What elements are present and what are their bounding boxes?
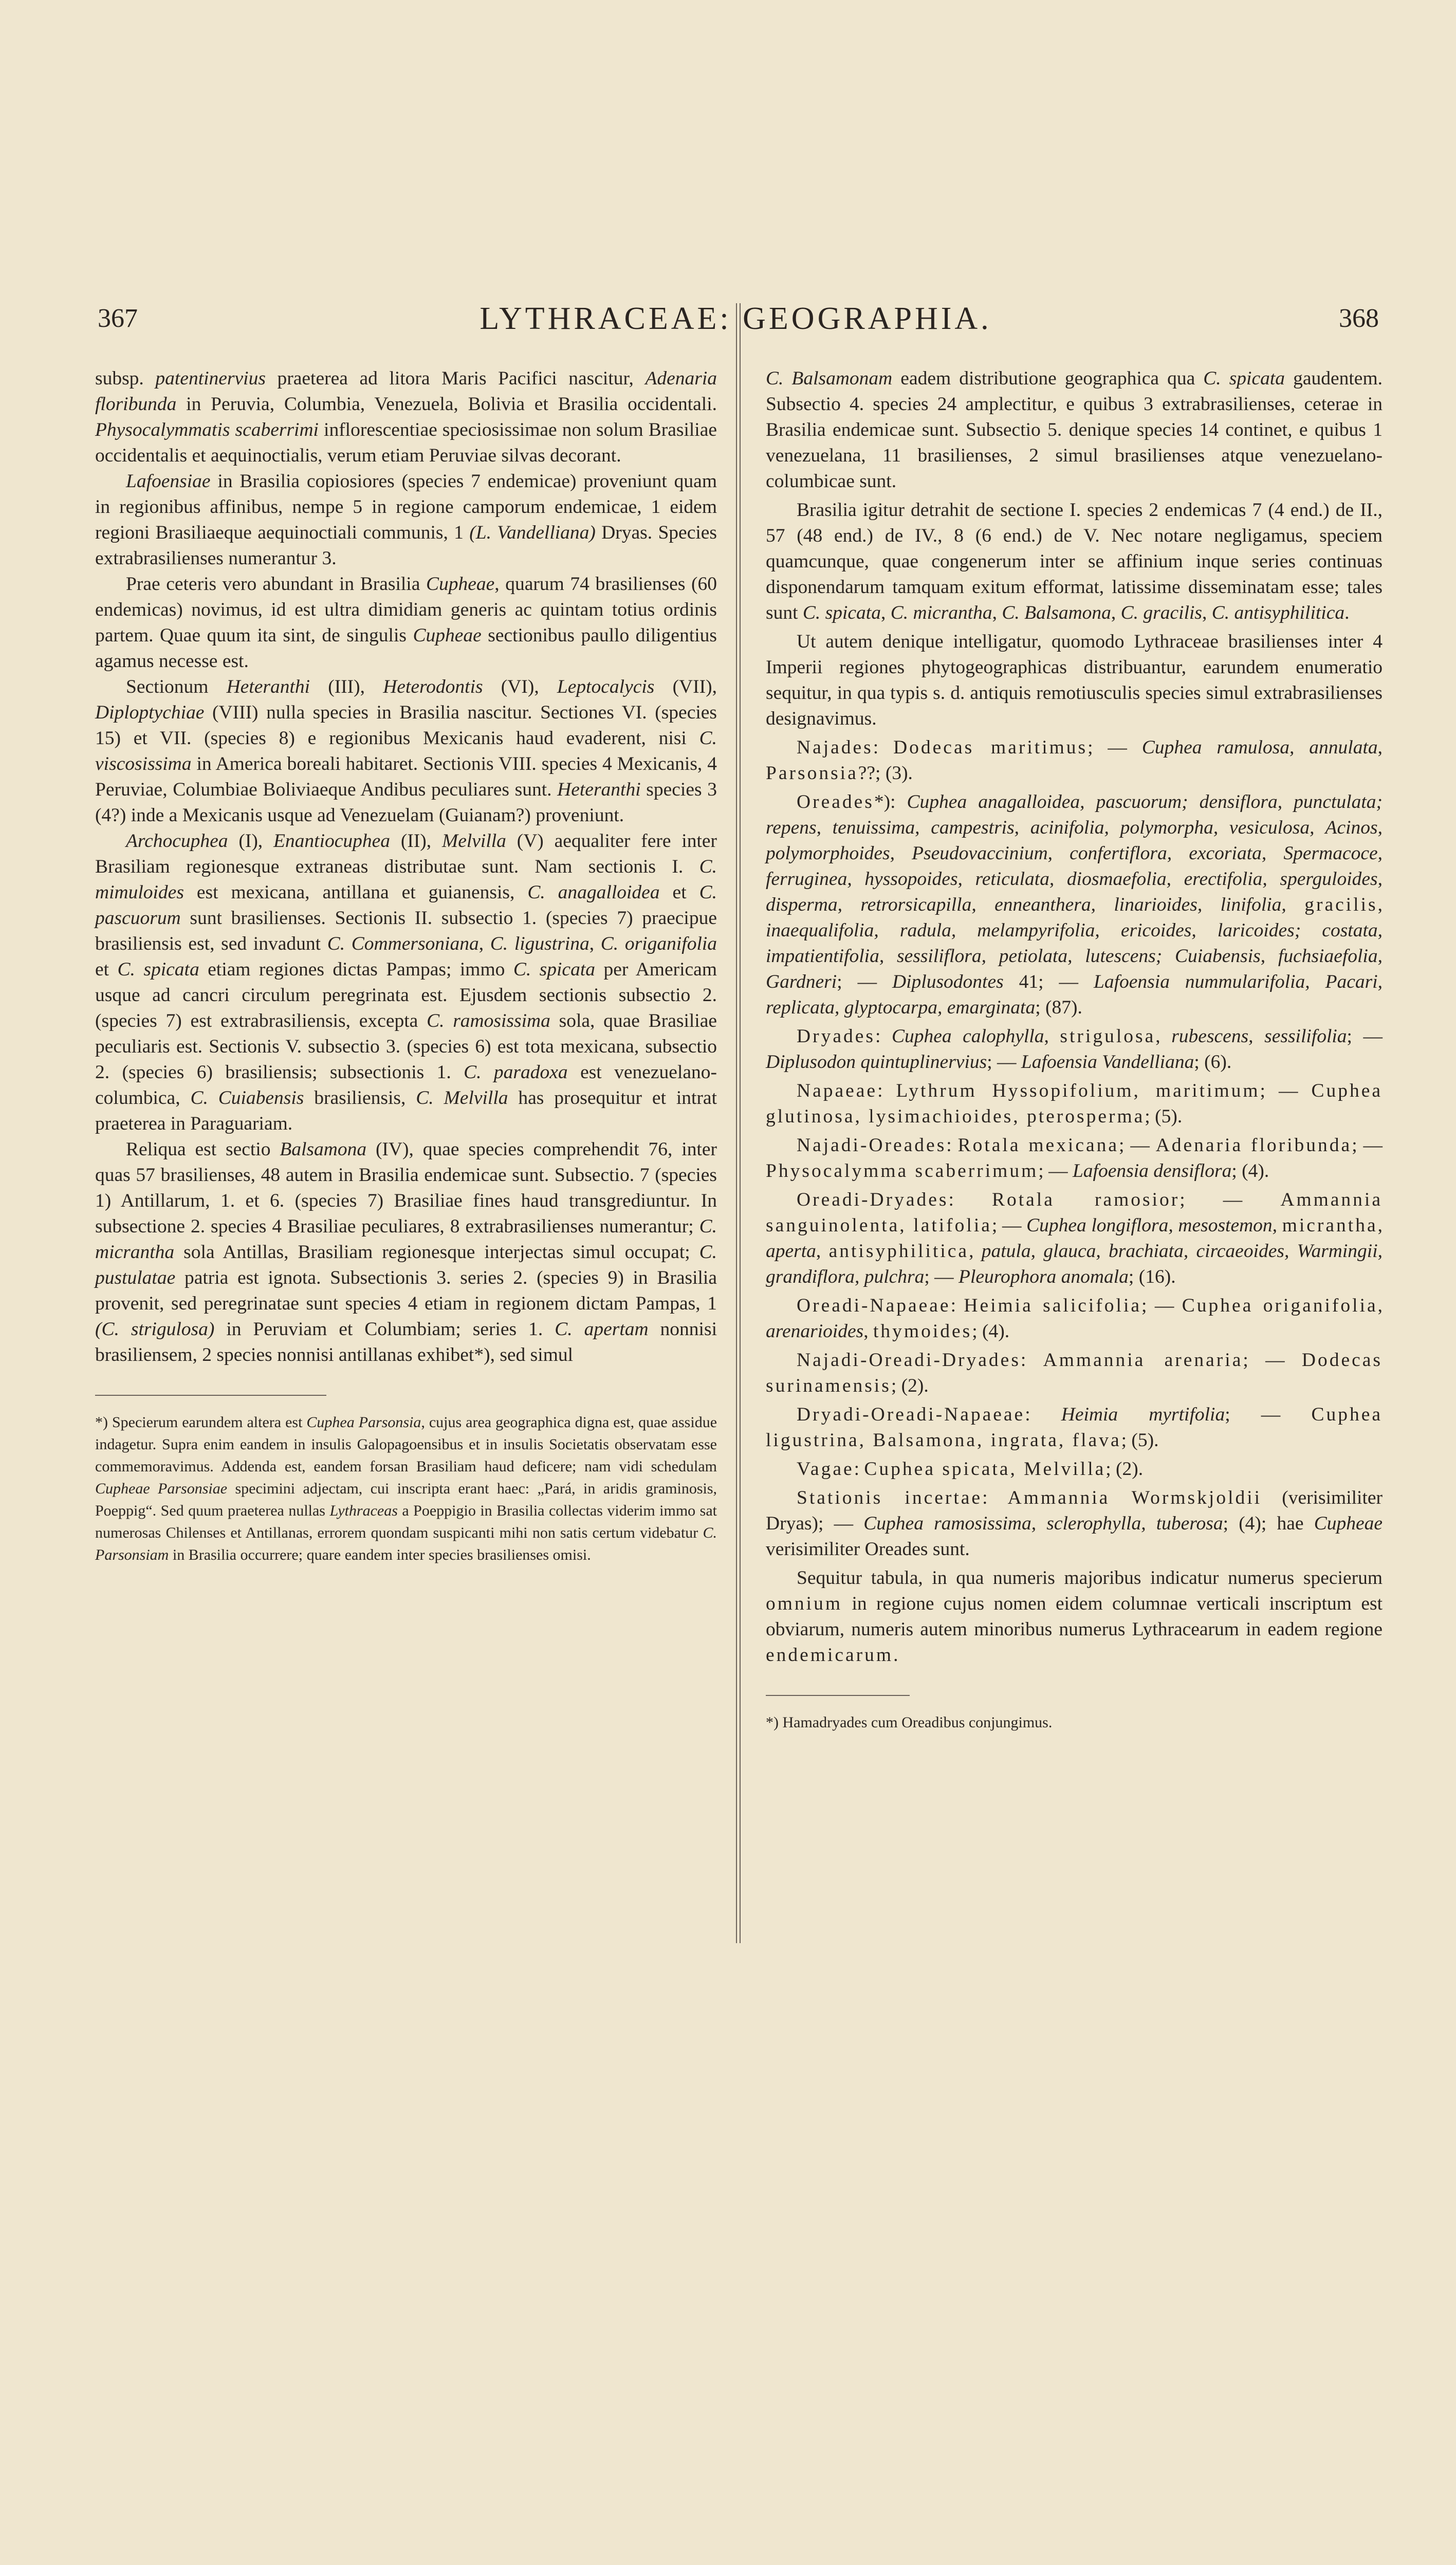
spaced-text: thymoides bbox=[873, 1321, 972, 1342]
spaced-text: Cuphea ligustrina, Balsamona, ingrata, flava bbox=[766, 1404, 1383, 1451]
spaced-text: Dryadi-Oreadi-Napaeae bbox=[797, 1404, 1025, 1425]
spaced-text: Oreadi-Napaeae bbox=[797, 1295, 951, 1316]
italic-text: C. Balsamona bbox=[1002, 602, 1111, 623]
italic-text: Lafoensia nummularifolia, Pacari, replicata, glyptocarpa, emarginata bbox=[766, 971, 1383, 1018]
paragraph: Najadi-Oreadi-Dryades: Ammannia arenaria; — Dodecas surinamensis; (2). bbox=[766, 1350, 1383, 1396]
spaced-text: Vagae bbox=[797, 1459, 854, 1480]
column-divider bbox=[736, 303, 741, 1943]
spaced-text: antisyphilitica bbox=[828, 1241, 969, 1262]
italic-text: Pleurophora anomala bbox=[959, 1266, 1129, 1287]
paragraph: *) Hamadryades cum Oreadibus conjungimus. bbox=[766, 1714, 1053, 1731]
italic-text: Cuphea calophylla bbox=[891, 1026, 1044, 1047]
page-number-right: 368 bbox=[1339, 304, 1379, 333]
paragraph: Dryadi-Oreadi-Napaeae: Heimia myrtifolia; — Cuphea ligustrina, Balsamona, ingrata, flava; (5). bbox=[766, 1404, 1383, 1451]
italic-text: C. micrantha bbox=[95, 1216, 717, 1263]
paragraph: Ut autem denique intelligatur, quomodo Lythraceae brasilienses inter 4 Imperii regiones phytogeographicas distribuantur, earundem enumeratio sequitur, in qua typis s. d. antiquis remotiusculis species simul extrabrasilienses designavimus. bbox=[766, 631, 1383, 729]
spaced-text: Oreades bbox=[797, 791, 874, 813]
italic-text: Diploptychiae bbox=[95, 702, 205, 723]
italic-text: C. antisyphilitica bbox=[1211, 602, 1345, 623]
spaced-text: Parsonsia bbox=[766, 763, 858, 784]
italic-text: Cupheae Parsonsiae bbox=[95, 1480, 228, 1497]
paragraph: Najades: Dodecas maritimus; — Cuphea ramulosa, annulata, Parsonsia??; (3). bbox=[766, 737, 1383, 784]
spaced-text: Oreadi-Dryades bbox=[797, 1189, 949, 1210]
paragraph: Sectionum Heteranthi (III), Heterodontis (VI), Leptocalycis (VII), Diploptychiae (VIII) nulla species in Brasilia nascitur. Sectiones VI. (species 15) et VII. (species 8) e regionibus Mexicanis haud evaderent, nisi C. viscosissima in America boreali habitaret. Sectionis VIII. species 4 Mexicanis, 4 Peruviae, Columbiae Boliviaeque Andibus peculiares sunt. Heteranthi species 3 (4?) inde a Mexicanis usque ad Venezuelam (Guianam?) proveniunt. bbox=[95, 676, 717, 826]
paragraph: Oreadi-Dryades: Rotala ramosior; — Ammannia sanguinolenta, latifolia; — Cuphea longiflora, mesostemon, micrantha, aperta, antisyphilitica, patula, glauca, brachiata, circaeoides, Warmingii, grandiflora, pulchra; — Pleurophora anomala; (16). bbox=[766, 1189, 1383, 1287]
spaced-text: Physocalymma scaberrimum bbox=[766, 1160, 1039, 1182]
italic-text: Cuphea ramosissima, sclerophylla, tuberosa bbox=[863, 1513, 1223, 1534]
italic-text: Cupheae bbox=[1314, 1513, 1383, 1534]
paragraph: Oreadi-Napaeae: Heimia salicifolia; — Cuphea origanifolia, arenarioides, thymoides; (4). bbox=[766, 1295, 1383, 1342]
spaced-text: Najadi-Oreades bbox=[797, 1135, 947, 1156]
italic-text: C. micrantha bbox=[890, 602, 992, 623]
spaced-text: Cuphea glutinosa, lysimachioides, pterosperma bbox=[766, 1080, 1383, 1127]
spaced-text: Adenaria floribunda bbox=[1155, 1135, 1352, 1156]
italic-text: patula, glauca, brachiata, circaeoides, Warmingii, grandiflora, pulchra bbox=[766, 1241, 1383, 1287]
left-column-text bbox=[95, 366, 717, 1368]
italic-text: rubescens, sessilifolia bbox=[1171, 1026, 1347, 1047]
spaced-text: gracilis bbox=[1304, 894, 1378, 915]
footnote-right bbox=[766, 1711, 1383, 1733]
italic-text: Heimia myrtifolia bbox=[1061, 1404, 1225, 1425]
right-column bbox=[766, 366, 1383, 1733]
italic-text: C. Parsonsiam bbox=[95, 1524, 717, 1563]
spaced-text: strigulosa bbox=[1060, 1026, 1156, 1047]
italic-text: C. spicata bbox=[117, 959, 199, 980]
running-title: LYTHRACEAE: GEOGRAPHIA. bbox=[480, 301, 992, 336]
italic-text: Lafoensia Vandelliana bbox=[1021, 1051, 1194, 1073]
italic-text: Heteranthi bbox=[557, 779, 641, 800]
italic-text: Heteranthi bbox=[226, 676, 310, 697]
italic-text: Adenaria floribunda bbox=[95, 368, 717, 415]
spaced-text: omnium bbox=[766, 1593, 843, 1614]
italic-text: C. spicata bbox=[513, 959, 595, 980]
italic-text: C. Commersoniana bbox=[327, 933, 479, 954]
spaced-text: Cuphea spicata, Melvilla bbox=[864, 1459, 1106, 1480]
spaced-text: Najadi-Oreadi-Dryades bbox=[797, 1350, 1021, 1371]
paragraph: Napaeae: Lythrum Hyssopifolium, maritimum; — Cuphea glutinosa, lysimachioides, pterosperma; (5). bbox=[766, 1080, 1383, 1127]
footnote-rule-left bbox=[95, 1395, 326, 1396]
italic-text: C. spicata bbox=[802, 602, 881, 623]
italic-text: C. gracilis bbox=[1120, 602, 1203, 623]
italic-text: C. Balsamonam bbox=[766, 368, 893, 389]
italic-text: inaequalifolia, radula, melampyrifolia, ericoides, laricoides; costata, impatientifolia, sessiliflora, petiolata, lutescens; Cuiabensis, fuchsiaefolia, Gardneri bbox=[766, 920, 1383, 992]
italic-text: Lythraceas bbox=[329, 1502, 398, 1519]
left-column bbox=[95, 366, 717, 1566]
spaced-text: Dodecas surinamensis bbox=[766, 1350, 1383, 1396]
italic-text: Diplusodontes bbox=[892, 971, 1004, 992]
italic-text: Lafoensiae bbox=[126, 471, 211, 492]
italic-text: Leptocalycis bbox=[557, 676, 655, 697]
italic-text: C. ligustrina bbox=[490, 933, 589, 954]
paragraph: Brasilia igitur detrahit de sectione I. species 2 endemicas 7 (4 end.) de II., 57 (48 end.) de IV., 8 (6 end.) de V. Nec notare negligamus, speciem quamcunque, quae congenerum inter se affinium inque series continuas disponendarum tamquam exitum efformat, latissime disseminatam esse; tales sunt C. spicata, C. micrantha, C. Balsamona, C. gracilis, C. antisyphilitica. bbox=[766, 500, 1383, 623]
paragraph: Reliqua est sectio Balsamona (IV), quae species comprehendit 76, inter quas 57 brasilienses, 48 autem in Brasilia endemicae sunt. Subsectio. 7 (species 1) Antillarum, 1. et 6. (species 7) Brasiliae fines haud transgrediuntur. In subsectione 2. species 4 Brasiliae peculiares, 8 extrabrasilienses numerantur; C. micrantha sola Antillas, Brasiliam regionesque interjectas simul occupat; C. pustulatae patria est ignota. Subsectionis 3. series 2. (species 9) in Brasilia provenit, sed peregrinatae sunt species 4 etiam in regionem dictam Pampas, 1 (C. strigulosa) in Peruviam et Columbiam; series 1. C. apertam nonnisi brasiliensem, 2 species nonnisi antillanas exhibet*), sed simul bbox=[95, 1139, 717, 1365]
italic-text: Melvilla bbox=[441, 831, 506, 852]
paragraph: Najadi-Oreades: Rotala mexicana; — Adenaria floribunda; — Physocalymma scaberrimum; — Lafoensia densiflora; (4). bbox=[766, 1135, 1383, 1182]
paragraph: Archocuphea (I), Enantiocuphea (II), Melvilla (V) aequaliter fere inter Brasiliam regionesque extraneas distributae sunt. Nam sectionis I. C. mimuloides est mexicana, antillana et guianensis, C. anagalloidea et C. pascuorum sunt brasilienses. Sectionis II. subsectio 1. (species 7) praecipue brasiliensis est, sed invadunt C. Commersoniana, C. ligustrina, C. origanifolia et C. spicata etiam regiones dictas Pampas; immo C. spicata per Americam usque ad cancri circulum peregrinata est. Ejusdem sectionis subsectio 2. (species 7) est extrabrasiliensis, excepta C. ramosissima sola, quae Brasiliae peculiaris est. Sectionis V. subsectio 3. (species 6) est tota mexicana, subsectio 2. (species 6) brasiliensis; subsectionis 1. C. paradoxa est venezuelano-columbica, C. Cuiabensis brasiliensis, C. Melvilla has prosequitur et intrat praeterea in Paraguariam. bbox=[95, 831, 717, 1134]
paragraph: Dryades: Cuphea calophylla, strigulosa, rubescens, sessilifolia; — Diplusodon quintuplinervius; — Lafoensia Vandelliana; (6). bbox=[766, 1026, 1383, 1073]
spaced-text: Ammannia sanguinolenta, latifolia bbox=[766, 1189, 1383, 1236]
italic-text: Archocuphea bbox=[126, 831, 228, 852]
spaced-text: Ammannia Wormskjoldii bbox=[1007, 1487, 1262, 1508]
italic-text: C. Melvilla bbox=[416, 1087, 508, 1109]
italic-text: (C. strigulosa) bbox=[95, 1319, 215, 1340]
italic-text: C. Cuiabensis bbox=[190, 1087, 304, 1109]
spaced-text: Rotala mexicana bbox=[957, 1135, 1119, 1156]
spaced-text: Rotala ramosior bbox=[991, 1189, 1180, 1210]
italic-text: Heterodontis bbox=[383, 676, 483, 697]
paragraph: *) Specierum earundem altera est Cuphea Parsonsia, cujus area geographica digna est, quae assidue indagetur. Supra enim eandem in insulis Galopagoensibus et in insulis Societatis observatam esse commemoravimus. Addenda est, eandem forsan Brasiliam haud deficere; nam vidi schedulam Cupheae Parsonsiae specimini adjectam, cui inscripta erant haec: „Pará, in aridis graminosis, Poeppig“. Sed quum praeterea nullas Lythraceas a Poeppigio in Brasilia collectas viderim immo sat numerosas Chilenses et Antillanas, errorem quondam suspicanti mihi non satis certum videbatur C. Parsonsiam in Brasilia occurrere; quare eandem inter species brasilienses omisi. bbox=[95, 1414, 717, 1563]
spaced-text: Najades bbox=[797, 737, 873, 758]
italic-text: Physocalymmatis scaberrimi bbox=[95, 419, 319, 440]
footnote-rule-right bbox=[766, 1695, 910, 1696]
italic-text: Cupheae bbox=[426, 574, 495, 595]
italic-text: C. mimuloides bbox=[95, 856, 717, 903]
spaced-text: Dodecas maritimus bbox=[893, 737, 1088, 758]
paragraph: C. Balsamonam eadem distributione geographica qua C. spicata gaudentem. Subsectio 4. species 24 amplectitur, e quibus 3 extrabrasilienses, ceterae in Brasilia endemicae sunt. Subsectio 5. denique species 14 continet, e quibus 1 venezuelana, 11 brasilienses, 2 simul brasilienses atque venezuelano-columbicae sunt. bbox=[766, 368, 1383, 492]
paragraph: Vagae: Cuphea spicata, Melvilla; (2). bbox=[797, 1459, 1144, 1480]
spaced-text: Lythrum Hyssopifolium, maritimum bbox=[896, 1080, 1260, 1101]
spaced-text: endemicarum bbox=[766, 1645, 894, 1666]
italic-text: C. spicata bbox=[1203, 368, 1285, 389]
spaced-text: Heimia salicifolia bbox=[964, 1295, 1142, 1316]
spaced-text: Ammannia arenaria bbox=[1043, 1350, 1243, 1371]
italic-text: Cupheae bbox=[413, 625, 482, 646]
paragraph: Oreades*): Cuphea anagalloidea, pascuorum; densiflora, punctulata; repens, tenuissima, campestris, acinifolia, polymorpha, vesiculosa, Acinos, polymorphoides, Pseudovaccinium, confertiflora, excoriata, Spermacoce, ferruginea, hyssopoides, reticulata, diosmaefolia, erectifolia, sperguloides, disperma, retrorsicapilla, enneanthera, linarioides, linifolia, gracilis, inaequalifolia, radula, melampyrifolia, ericoides, laricoides; costata, impatientifolia, sessiliflora, petiolata, lutescens; Cuiabensis, fuchsiaefolia, Gardneri; — Diplusodontes 41; — Lafoensia nummularifolia, Pacari, replicata, glyptocarpa, emarginata; (87). bbox=[766, 791, 1383, 1018]
spaced-text: Cuphea origanifolia bbox=[1182, 1295, 1378, 1316]
spaced-text: Dryades bbox=[797, 1026, 875, 1047]
italic-text: Enantiocuphea bbox=[273, 831, 391, 852]
italic-text: C. apertam bbox=[555, 1319, 649, 1340]
paragraph: subsp. patentinervius praeterea ad litora Maris Pacifici nascitur, Adenaria floribunda in Peruvia, Columbia, Venezuela, Bolivia et Brasilia occidentali. Physocalymmatis scaberrimi inflorescentiae speciosissimae non solum Brasiliae occidentalis et aequinoctialis, verum etiam Peruviae silvas decorant. bbox=[95, 368, 717, 466]
italic-text: (L. Vandelliana) bbox=[469, 522, 596, 543]
spaced-text: micrantha bbox=[1282, 1215, 1378, 1236]
italic-text: Cuphea longiflora, mesostemon, bbox=[1026, 1215, 1278, 1236]
italic-text: C. pascuorum bbox=[95, 882, 717, 929]
paragraph: Sequitur tabula, in qua numeris majoribus indicatur numerus specierum omnium in regione cujus nomen eidem columnae verticali inscriptum est obviarum, numeris autem minoribus numerus Lythracearum in eadem regione endemicarum. bbox=[766, 1567, 1383, 1666]
italic-text: patentinervius bbox=[155, 368, 266, 389]
italic-text: Balsamona bbox=[280, 1139, 367, 1160]
italic-text: Cuphea ramulosa, annulata bbox=[1141, 737, 1378, 758]
paragraph: Stationis incertae: Ammannia Wormskjoldii (verisimiliter Dryas); — Cuphea ramosissima, sclerophylla, tuberosa; (4); hae Cupheae verisimiliter Oreades sunt. bbox=[766, 1487, 1383, 1560]
italic-text: Cuphea Parsonsia bbox=[306, 1414, 421, 1431]
footnote-left bbox=[95, 1411, 717, 1566]
italic-text: C. paradoxa bbox=[464, 1062, 568, 1083]
italic-text: C. ramosissima bbox=[427, 1010, 550, 1031]
italic-text: arenarioides bbox=[766, 1321, 864, 1342]
italic-text: C. viscosissima bbox=[95, 728, 717, 774]
italic-text: aperta bbox=[766, 1241, 816, 1262]
paragraph: Prae ceteris vero abundant in Brasilia Cupheae, quarum 74 brasilienses (60 endemicas) novimus, id est ultra dimidiam generis ac quintam totius ordinis partem. Quae quum ita sint, de singulis Cupheae sectionibus paullo diligentius agamus necesse est. bbox=[95, 574, 717, 672]
right-column-text bbox=[766, 366, 1383, 1668]
italic-text: Lafoensia densiflora bbox=[1072, 1160, 1232, 1182]
paragraph: Lafoensiae in Brasilia copiosiores (species 7 endemicae) proveniunt quam in regionibus affinibus, nempe 5 in regione camporum endemicae, 1 eidem regioni Brasiliaeque aequinoctiali communis, 1 (L. Vandelliana) Dryas. Species extrabrasilienses numerantur 3. bbox=[95, 471, 717, 569]
spaced-text: Stationis incertae bbox=[797, 1487, 983, 1508]
italic-text: C. origanifolia bbox=[600, 933, 717, 954]
spaced-text: Napaeae bbox=[797, 1080, 878, 1101]
italic-text: C. anagalloidea bbox=[527, 882, 660, 903]
italic-text: C. pustulatae bbox=[95, 1242, 717, 1288]
page-number-left: 367 bbox=[98, 304, 138, 333]
italic-text: Cuphea anagalloidea, pascuorum; densiflora, punctulata; repens, tenuissima, campestris, acinifolia, polymorpha, vesiculosa, Acinos, polymorphoides, Pseudovaccinium, confertiflora, excoriata, Spermacoce, ferruginea, hyssopoides, reticulata, diosmaefolia, erectifolia, sperguloides, disperma, retrorsicapilla, enneanthera, linarioides, linifolia, bbox=[766, 791, 1383, 915]
italic-text: Diplusodon quintuplinervius bbox=[766, 1051, 987, 1073]
